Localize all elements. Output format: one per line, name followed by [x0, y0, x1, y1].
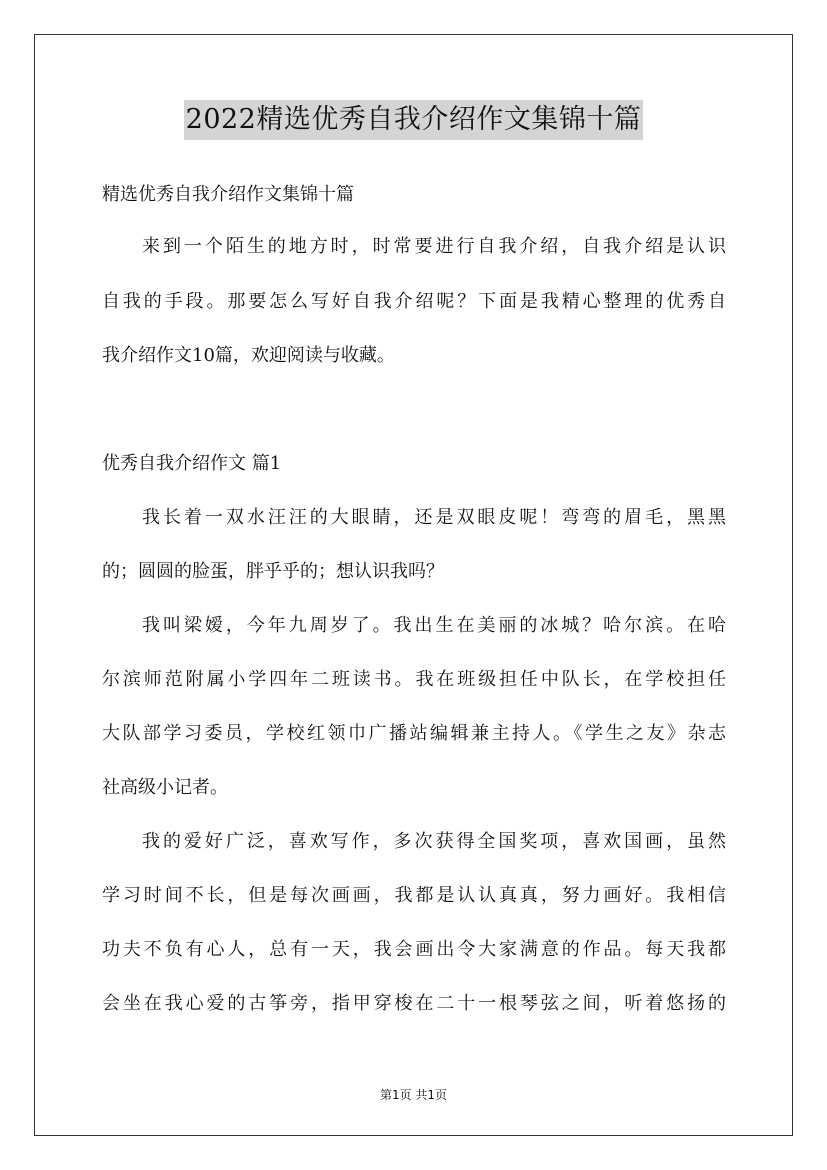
- paragraph-line: 学习时间不长，但是每次画画，我都是认认真真，努力画好。我相信: [102, 885, 726, 906]
- paragraph-line: 尔滨师范附属小学四年二班读书。我在班级担任中队长，在学校担任: [102, 669, 726, 690]
- paragraph-line: 社高级小记者。: [102, 777, 228, 798]
- paragraph-line: 功夫不负有心人，总有一天，我会画出令大家满意的作品。每天我都: [102, 939, 726, 960]
- subtitle: 精选优秀自我介绍作文集锦十篇: [102, 184, 354, 205]
- section-heading: 优秀自我介绍作文 篇1: [102, 453, 282, 474]
- paragraph-line: 的；圆圆的脸蛋，胖乎乎的；想认识我吗？: [102, 561, 444, 582]
- paragraph-line: 大队部学习委员，学校红领巾广播站编辑兼主持人。《学生之友》杂志: [102, 723, 726, 744]
- paragraph-line: 我长着一双水汪汪的大眼睛，还是双眼皮呢！弯弯的眉毛，黑黑: [142, 507, 726, 528]
- title-container: [0, 100, 827, 140]
- page-footer: 第1页 共1页: [379, 1088, 448, 1102]
- intro-line: 自我的手段。那要怎么写好自我介绍呢？下面是我精心整理的优秀自: [102, 291, 726, 312]
- document-title: 2022精选优秀自我介绍作文集锦十篇: [184, 100, 644, 140]
- paragraph-line: 我的爱好广泛，喜欢写作，多次获得全国奖项，喜欢国画，虽然: [142, 831, 726, 852]
- intro-line: 来到一个陌生的地方时，时常要进行自我介绍，自我介绍是认识: [142, 236, 726, 257]
- paragraph-line: 会坐在我心爱的古筝旁，指甲穿梭在二十一根琴弦之间，听着悠扬的: [102, 993, 726, 1014]
- paragraph-line: 我叫梁嫒，今年九周岁了。我出生在美丽的冰城？哈尔滨。在哈: [142, 615, 726, 636]
- intro-line: 我介绍作文10篇，欢迎阅读与收藏。: [102, 345, 395, 366]
